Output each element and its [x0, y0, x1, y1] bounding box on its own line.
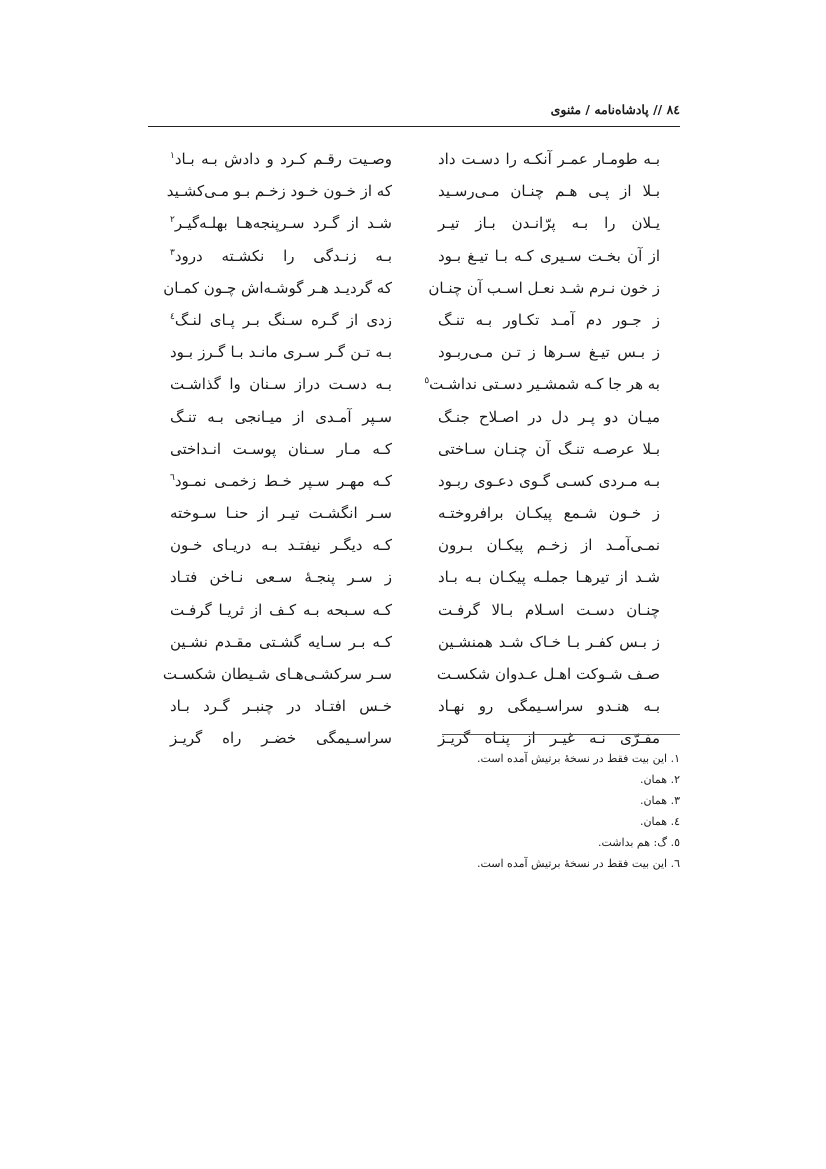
verse-first-hemistich: [438, 342, 660, 362]
poem-verse: [170, 143, 660, 175]
verse-first-hemistich: [438, 664, 660, 684]
hemistich-text: وصـيت رقـم کـرد و دادش بـه بـاد: [174, 150, 392, 168]
verse-first-hemistich: [438, 407, 660, 427]
hemistich-text: شـد از گـرد سـرپنجه‌هـا بهلـه‌گيـر: [174, 214, 392, 233]
verse-first-hemistich: [438, 632, 660, 652]
hemistich-text: زدی از گـره سـنگ بـر پـای لنـگ: [174, 310, 392, 329]
footnote-marker: ٤: [170, 311, 175, 322]
hemistich-text: خـس افتـاد در چنبـر گـرد بـاد: [170, 697, 392, 716]
verse-second-hemistich: [163, 278, 392, 298]
hemistich-text: کـه مـار سـنان پوسـت انـداختی: [170, 439, 392, 458]
hemistich-text: کـه بـر سـايه گشـتی مقـدم نشـين: [170, 632, 392, 651]
poem-verse: [170, 304, 660, 336]
footnotes-section: [280, 748, 680, 874]
footnote-item: ٣. همان.: [639, 794, 680, 807]
verse-second-hemistich: [170, 503, 392, 523]
footnote-marker: ٦: [170, 472, 175, 483]
hemistich-text: کـه مهـر سـپر خـط زخمـی نمـود: [174, 471, 392, 490]
hemistich-text: صـف شـوکت اهـل عـدوان شکسـت: [436, 665, 660, 683]
hemistich-text: نمـی‌آمـد از زخـم پيکـان بـرون: [438, 536, 660, 555]
verse-second-hemistich: [170, 374, 392, 394]
hemistich-text: بـه مـردی کسـی گـوی دعـوی ربـود: [438, 471, 660, 490]
verse-second-hemistich: [170, 535, 392, 555]
hemistich-text: مفـرّی نـه غيـر از پنـاه گريـز: [438, 729, 660, 748]
poem-verse: [170, 529, 660, 561]
hemistich-text: بـه دسـت دراز سـنان وا گذاشـت: [170, 375, 392, 394]
poem-verse: [166, 175, 660, 207]
verse-first-hemistich: [428, 278, 660, 298]
poem-verse: [170, 240, 660, 272]
verse-second-hemistich: [170, 149, 392, 169]
verse-first-hemistich: [438, 728, 660, 748]
hemistich-text: بـه تـن گـر سـری مانـد بـا گـرز بـود: [170, 343, 392, 362]
footnote-item: ٢. همان.: [639, 773, 680, 786]
footnote-item: ٥. گ: هم بداشت.: [598, 836, 680, 849]
verse-first-hemistich: [438, 567, 660, 587]
verse-first-hemistich: [424, 374, 660, 394]
verse-second-hemistich: [166, 181, 392, 201]
poem-verse: [170, 401, 660, 433]
poem-verse: [170, 690, 660, 722]
hemistich-text: ميـان دو پـر دل در اصـلاح جنـگ: [438, 407, 660, 426]
hemistich-text: شـد از تيرهـا جملـه پيکـان بـه بـاد: [438, 568, 660, 587]
footnote-marker: ٥: [424, 376, 430, 387]
verse-second-hemistich: [170, 342, 392, 362]
hemistich-text: سراسـيمگی خضـر راه گريـز: [170, 729, 392, 748]
hemistich-text: ز خون نـرم شـد نعـل اسـب آن چنـان: [428, 278, 660, 297]
verse-second-hemistich: [170, 246, 392, 266]
hemistich-text: که از خـون خـود زخـم بـو مـی‌کشـيد: [166, 182, 392, 201]
hemistich-text: ز بـس تيـغ سـرها ز تـن مـی‌ربـود: [438, 343, 660, 362]
verse-first-hemistich: [438, 149, 660, 169]
poem-verse: [162, 658, 660, 690]
verse-second-hemistich: [170, 439, 392, 459]
poem-verse: [170, 433, 660, 465]
verse-second-hemistich: [162, 664, 392, 684]
hemistich-text: کـه سـبحه بـه کـف از ثريـا گرفـت: [170, 600, 392, 619]
verse-second-hemistich: [170, 310, 392, 330]
verse-first-hemistich: [438, 696, 660, 716]
verse-second-hemistich: [170, 213, 392, 233]
verse-second-hemistich: [170, 728, 392, 748]
footnote-item: ١. اين بيت فقط در نسخهٔ برتيش آمده است.: [476, 752, 680, 765]
verse-first-hemistich: [438, 310, 660, 330]
verse-first-hemistich: [438, 213, 660, 233]
footnote-item: ٦. اين بيت فقط در نسخهٔ برتيش آمده است.: [476, 857, 680, 870]
poem-verse: [170, 465, 660, 497]
hemistich-text: بـه هنـدو سراسـيمگی رو نهـاد: [438, 697, 660, 716]
footnote-item: ٤. همان.: [639, 815, 680, 828]
header-title: ٨٤ // پادشاه‌نامه / مثنوی: [550, 102, 680, 117]
poem-verse: [170, 336, 660, 368]
footnote-marker: ٣: [170, 247, 175, 258]
footnote-marker: ١: [170, 151, 175, 161]
footnote-marker: ٢: [170, 215, 175, 226]
verse-second-hemistich: [170, 407, 392, 427]
hemistich-text: به هر جا کـه شمشـير دسـتی نداشـت: [429, 375, 660, 394]
hemistich-text: ز سـر پنجـهٔ سـعی نـاخن فتـاد: [170, 568, 392, 587]
hemistich-text: سـپر آمـدی از ميـانجی بـه تنـگ: [170, 407, 392, 426]
hemistich-text: که گرديـد هـر گوشـه‌اش چـون کمـان: [163, 278, 392, 297]
verse-first-hemistich: [438, 535, 660, 555]
hemistich-text: کـه ديگـر نيفتـد بـه دريـای خـون: [170, 536, 392, 555]
poem-body: [162, 143, 660, 755]
verse-second-hemistich: [170, 696, 392, 716]
hemistich-text: ز جـور دم آمـد تکـاور بـه تنـگ: [438, 310, 660, 329]
hemistich-text: بـه طومـار عمـر آنکـه را دسـت داد: [438, 150, 660, 168]
hemistich-text: از آن بخـت سـيری کـه بـا تيـغ بـود: [438, 246, 660, 265]
verse-first-hemistich: [438, 246, 660, 266]
hemistich-text: ز خـون شـمع پيکـان برافروختـه: [438, 504, 660, 523]
hemistich-text: بـلا عرصـه تنـگ آن چنـان سـاختی: [438, 439, 660, 458]
hemistich-text: بـه زنـدگی را نکشـته درود: [174, 246, 392, 265]
verse-first-hemistich: [438, 439, 660, 459]
poem-verse: [170, 368, 660, 400]
hemistich-text: سـر سرکشـی‌هـای شـيطان شکسـت: [162, 665, 392, 683]
hemistich-text: ز بـس کفـر بـا خـاک شـد همنشـين: [438, 632, 660, 651]
poem-verse: [170, 594, 660, 626]
verse-second-hemistich: [170, 632, 392, 652]
verse-first-hemistich: [438, 600, 660, 620]
poem-verse: [170, 497, 660, 529]
hemistich-text: يـلان را بـه پرّانـدن بـاز تيـر: [438, 214, 660, 233]
running-header: [148, 98, 680, 127]
poem-verse: [170, 626, 660, 658]
verse-first-hemistich: [438, 471, 660, 491]
poem-verse: [170, 207, 660, 239]
verse-second-hemistich: [170, 567, 392, 587]
verse-second-hemistich: [170, 600, 392, 620]
footnote-divider: [442, 734, 680, 735]
verse-second-hemistich: [170, 471, 392, 491]
verse-first-hemistich: [438, 503, 660, 523]
hemistich-text: بـلا از پـی هـم چنـان مـی‌رسـيد: [438, 182, 660, 201]
poem-verse: [170, 561, 660, 593]
poem-verse: [163, 272, 660, 304]
hemistich-text: چنـان دسـت اسـلام بـالا گرفـت: [438, 600, 660, 619]
hemistich-text: سـر انگشـت تيـر از حنـا سـوخته: [170, 504, 392, 523]
verse-first-hemistich: [438, 181, 660, 201]
